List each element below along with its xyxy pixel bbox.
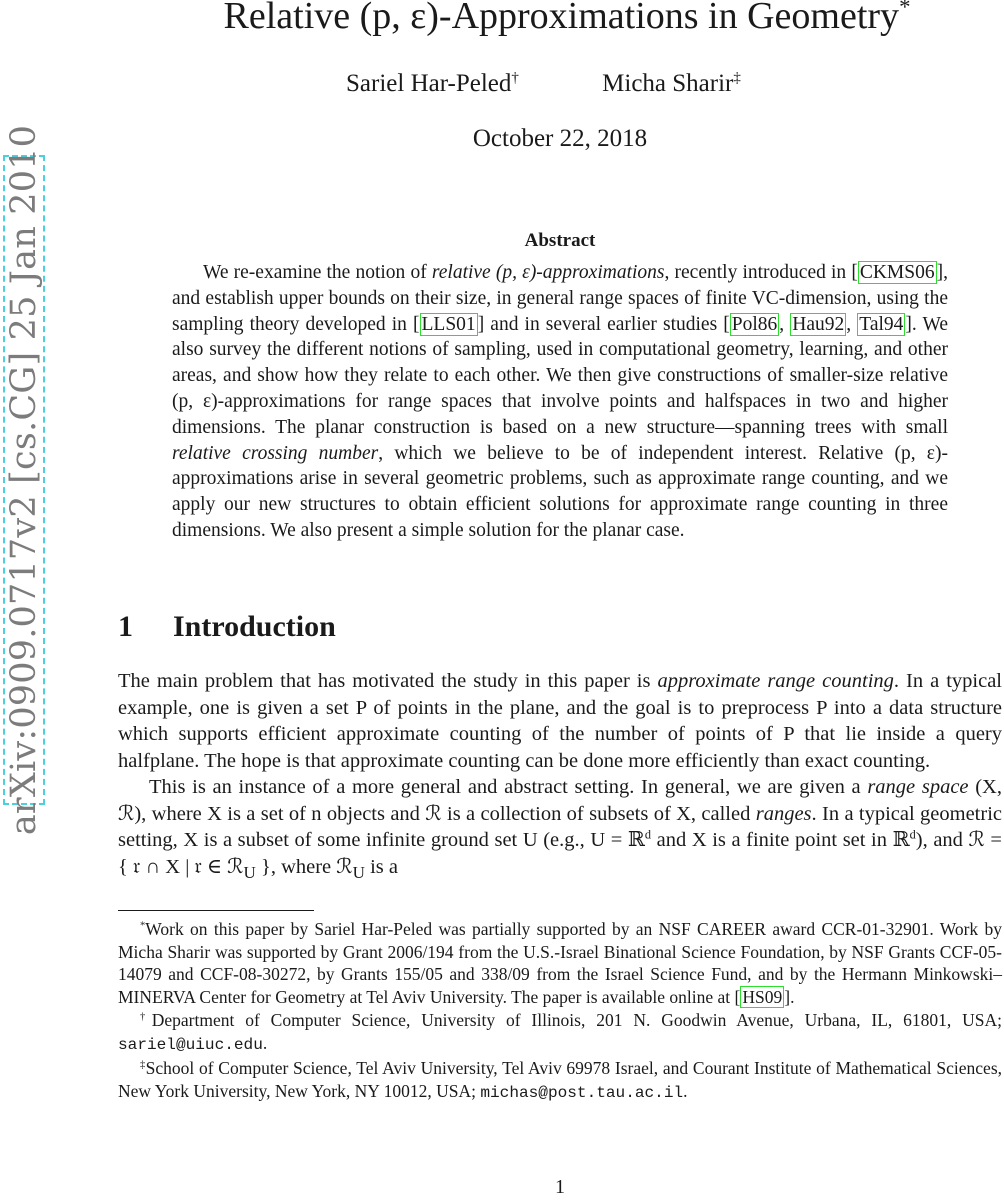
paragraph: The main problem that has motivated the study in this paper is approximate range counting. In a typical example, one is given a set P of points in the plane, and the goal is to preprocess P into a data structure which supports efficient approximate counting of the number of points of P that lie inside a query halfplane. The hope is that approximate counting can be done more efficiently than exact counting. — [118, 670, 1002, 772]
footnote-2: †Department of Computer Science, University of Illinois, 201 N. Goodwin Avenue, Urbana, IL, 61801, USA; sariel@uiuc.edu. — [118, 1010, 1003, 1054]
section-heading-introduction: 1 Introduction — [118, 610, 336, 643]
abstract-body: We re-examine the notion of relative (p, ε)-approximations, recently introduced in [ CKMS06 ], and establish upper bounds on their size, in general range spaces of finite VC-dimension, using the sampling theory developed in [ LLS01 ] and in several earlier studies [ Pol86 , Hau92 , Tal94 ]. We also survey the different notions of sampling, used in computational geometry, learning, and other areas, and show how they relate to each other. We then give constructions of smaller-size relative (p, ε)-approximations for range spaces that involve points and halfspaces in two and higher dimensions. The planar construction is based on a new structure—spanning trees with small relative crossing number, which we believe to be of independent interest. Relative (p, ε)-approximations arise in several geometric problems, such as approximate range counting, and we apply our new structures to obtain efficient solutions for approximate range counting in three dimensions. We also present a simple solution for the planar case. — [172, 262, 949, 541]
footnotes — [118, 918, 1002, 1105]
author-1: Sariel Har-Peled† — [346, 70, 519, 97]
citation-link[interactable]: LLS01 — [421, 313, 476, 335]
title-footnote-mark: * — [899, 0, 911, 20]
citation-link[interactable]: Tal94 — [859, 313, 904, 335]
citation-link[interactable]: Hau92 — [792, 313, 845, 335]
arxiv-id-label: arXiv:0909.0717v2 [cs.CG] 25 Jan 2010 — [4, 124, 44, 836]
paper-date: October 22, 2018 — [472, 125, 648, 152]
introduction-body — [118, 668, 1002, 886]
citation-link[interactable]: Pol86 — [731, 313, 778, 335]
citation-link[interactable]: CKMS06 — [859, 262, 935, 283]
arxiv-stamp[interactable] — [3, 124, 45, 836]
authors — [346, 70, 741, 98]
author-2: Micha Sharir‡ — [602, 70, 741, 97]
footnote-3: ‡School of Computer Science, Tel Aviv University, Tel Aviv 69978 Israel, and Courant Institute of Mathematical Sciences, New York University, New York, NY 10012, USA; michas@post.tau.ac.il. — [118, 1058, 1003, 1102]
email-link[interactable]: michas@post.tau.ac.il — [480, 1083, 684, 1102]
citation-link[interactable]: HS09 — [742, 986, 783, 1007]
abstract-heading: Abstract — [524, 230, 596, 251]
paragraph: This is an instance of a more general and abstract setting. In general, we are given a range space (X, ℛ), where X is a set of n objects and ℛ is a collection of subsets of X, called ranges. In a typical geometric setting, X is a subset of some infinite ground set U (e.g., U = ℝ$^d$ and X is a finite point set in ℝ$^d$), and ℛ = { 𝔯 ∩ X | 𝔯 ∈ ℛ$_U$ }, where ℛ$_U$ is a — [118, 776, 1003, 882]
footnote-rule — [118, 910, 314, 911]
footnote-1: *Work on this paper by Sariel Har-Peled was partially supported by an NSF CAREER award CCR-01-32901. Work by Micha Sharir was supported by Grant 2006/194 from the U.S.-Israel Binational Science Foundation, by NSF Grants CCF-05-14079 and CCF-08-30272, by Grants 155/05 and 338/09 from the Israel Science Fund, and by the Hermann Minkowski–MINERVA Center for Geometry at Tel Aviv University. The paper is available online at [ HS09 ]. — [118, 919, 1002, 1007]
paper-title: Relative (p, ε)-Approximations in Geometry* — [0, 0, 1004, 38]
email-link[interactable]: sariel@uiuc.edu — [118, 1035, 263, 1054]
page-number: 1 — [555, 1176, 565, 1198]
